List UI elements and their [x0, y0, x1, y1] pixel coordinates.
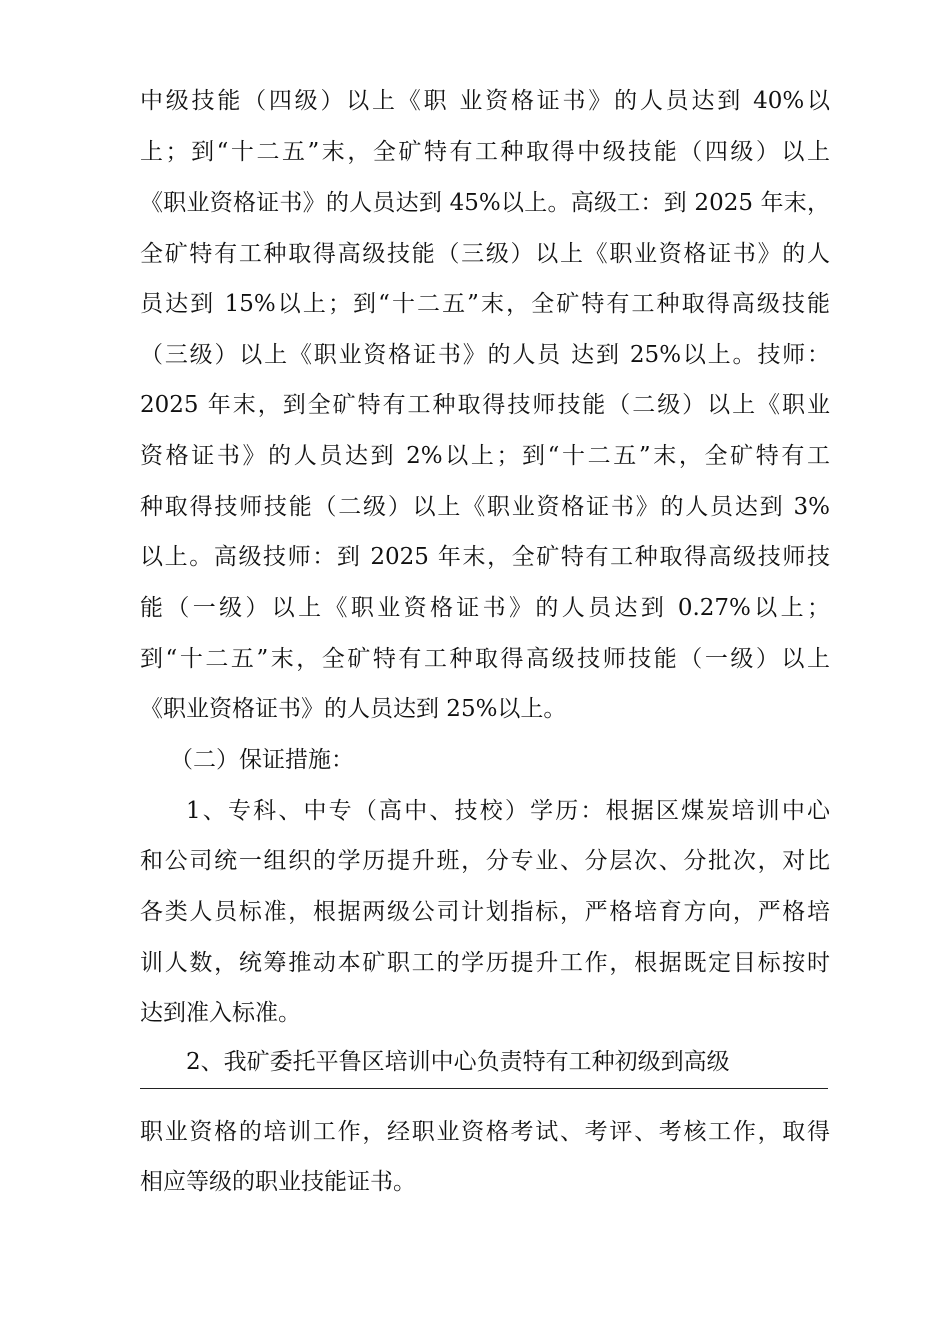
paragraph-line: 员达到 15%以上；到“十二五”末，全矿特有工种取得高级技能 — [140, 291, 830, 317]
list-item-1-line: 各类人员标准，根据两级公司计划指标，严格培育方向，严格培 — [140, 899, 830, 925]
list-item-1-line: 和公司统一组织的学历提升班，分专业、分层次、分批次，对比 — [140, 848, 830, 874]
paragraph-line: 全矿特有工种取得高级技能（三级）以上《职业资格证书》的人 — [140, 241, 830, 267]
list-item-2-line: 2、我矿委托平鲁区培训中心负责特有工种初级到高级 — [186, 1049, 730, 1075]
section-heading: （二）保证措施： — [170, 747, 354, 773]
list-item-1-line: 达到准入标准。 — [140, 1000, 301, 1026]
paragraph-line: 2025 年末，到全矿特有工种取得技师技能（二级）以上《职业 — [140, 392, 830, 418]
paragraph-line: 能（一级）以上《职业资格证书》的人员达到 0.27%以上； — [140, 595, 830, 621]
paragraph-line: 相应等级的职业技能证书。 — [140, 1169, 416, 1195]
paragraph-line: 《职业资格证书》的人员达到 25%以上。 — [140, 696, 567, 722]
paragraph-line: 种取得技师技能（二级）以上《职业资格证书》的人员达到 3% — [140, 494, 830, 520]
paragraph-line: 以上。高级技师：到 2025 年末，全矿特有工种取得高级技师技 — [140, 544, 830, 570]
paragraph-line: 中级技能（四级）以上《职 业资格证书》的人员达到 40%以 — [140, 88, 830, 114]
paragraph-line: 《职业资格证书》的人员达到 45%以上。高级工：到 2025 年末， — [140, 190, 830, 216]
paragraph-line: 职业资格的培训工作，经职业资格考试、考评、考核工作，取得 — [140, 1119, 830, 1145]
list-item-1-line: 训人数，统筹推动本矿职工的学历提升工作，根据既定目标按时 — [140, 950, 830, 976]
paragraph-line: 到“十二五”末，全矿特有工种取得高级技师技能（一级）以上 — [140, 646, 830, 672]
paragraph-line: 资格证书》的人员达到 2%以上；到“十二五”末，全矿特有工 — [140, 443, 830, 469]
paragraph-line: 上；到“十二五”末，全矿特有工种取得中级技能（四级）以上 — [140, 139, 830, 165]
horizontal-rule — [140, 1088, 828, 1089]
list-item-1-line: 1、专科、中专（高中、技校）学历：根据区煤炭培训中心 — [186, 798, 830, 824]
paragraph-line: （三级）以上《职业资格证书》的人员 达到 25%以上。技师： — [140, 342, 830, 368]
